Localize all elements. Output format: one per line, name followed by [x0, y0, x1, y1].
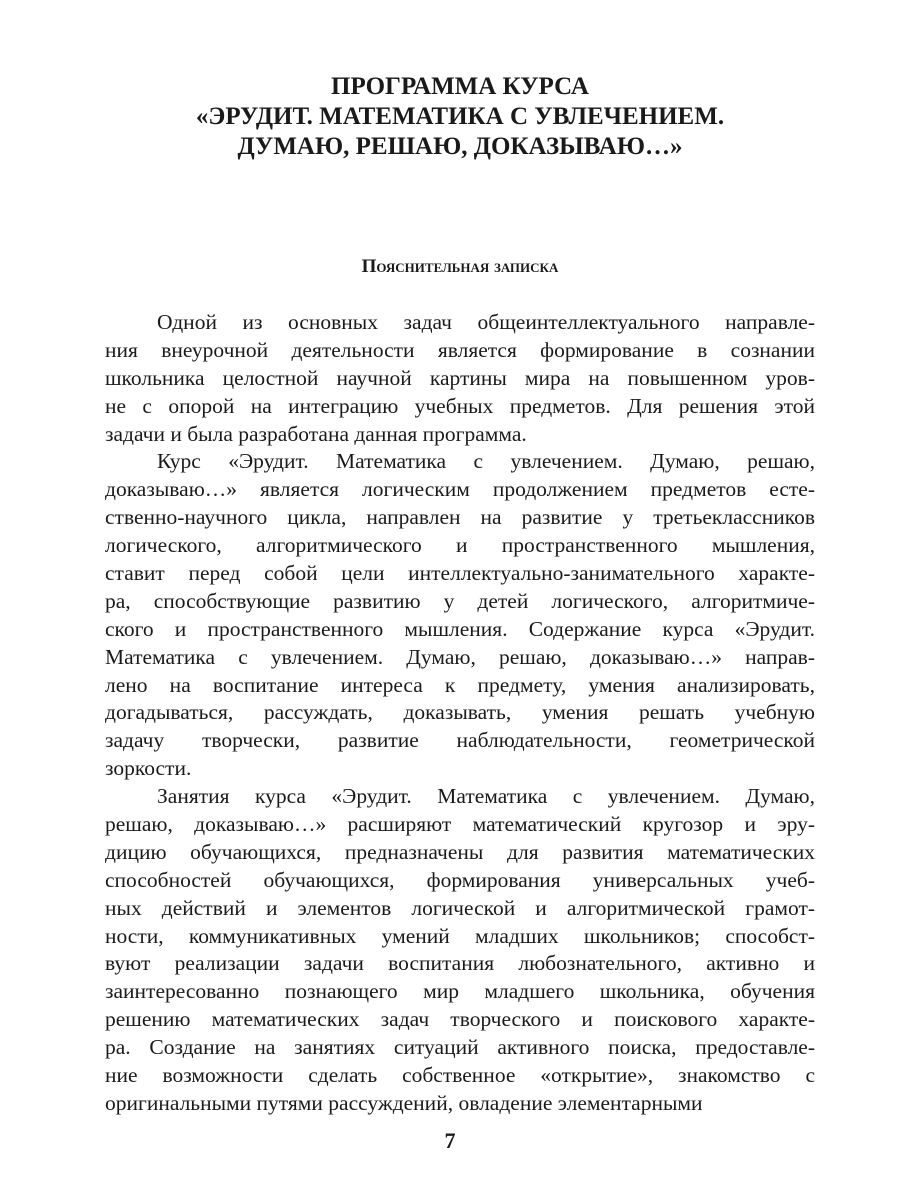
text-line: вуют реализации задачи воспитания любознательного, активно и — [105, 951, 815, 976]
title-line: ДУМАЮ, РЕШАЮ, ДОКАЗЫВАЮ…» — [237, 133, 683, 160]
text-line: ского и пространственного мышления. Содержание курса «Эрудит. — [105, 616, 815, 641]
text-line: доказываю…» является логическим продолжением предметов есте- — [105, 477, 815, 502]
text-line: зоркости. — [105, 756, 192, 781]
text-line: логического, алгоритмического и пространственного мышления, — [105, 533, 815, 558]
text-line: Занятия курса «Эрудит. Математика с увлечением. Думаю, — [157, 784, 815, 809]
page-number: 7 — [444, 1128, 456, 1153]
section-heading: Пояснительная записка — [361, 256, 559, 277]
text-line: ра. Создание на занятиях ситуаций активного поиска, предоставле- — [105, 1035, 815, 1060]
text-line: ра, способствующие развитию у детей логического, алгоритмиче- — [105, 588, 815, 613]
text-line: лено на воспитание интереса к предмету, умения анализировать, — [105, 672, 815, 697]
text-line: не с опорой на интеграцию учебных предметов. Для решения этой — [105, 393, 815, 418]
text-line: решаю, доказываю…» расширяют математический кругозор и эру- — [105, 812, 815, 837]
page-title — [100, 72, 820, 162]
text-line: дицию обучающихся, предназначены для развития математических — [105, 839, 815, 864]
text-line: заинтересованно познающего мир младшего школьника, обучения — [105, 979, 815, 1004]
text-line: оригинальными путями рассуждений, овладение элементарными — [105, 1090, 703, 1115]
text-line: Курс «Эрудит. Математика с увлечением. Думаю, решаю, — [157, 449, 815, 474]
title-line: «ЭРУДИТ. МАТЕМАТИКА С УВЛЕЧЕНИЕМ. — [195, 103, 725, 130]
text-line: задачи и была разработана данная программа. — [105, 421, 527, 446]
text-line: способностей обучающихся, формирования универсальных учеб- — [105, 867, 815, 892]
text-line: Математика с увлечением. Думаю, решаю, доказываю…» направ- — [105, 644, 815, 669]
text-line: Одной из основных задач общеинтеллектуального направле- — [157, 310, 815, 334]
text-line: ния внеурочной деятельности является формирование в сознании — [105, 337, 815, 362]
text-line: ние возможности сделать собственное «открытие», знакомство с — [105, 1063, 815, 1088]
text-line: ственно-научного цикла, направлен на развитие у третьеклассников — [105, 505, 815, 530]
text-line: ных действий и элементов логической и алгоритмической грамот- — [105, 895, 815, 920]
text-line: догадываться, рассуждать, доказывать, умения решать учебную — [105, 700, 815, 725]
text-line: ности, коммуникативных умений младших школьников; способст- — [105, 923, 815, 948]
text-line: школьника целостной научной картины мира на повышенном уров- — [105, 365, 815, 390]
text-line: задачу творчески, развитие наблюдательности, геометрической — [105, 728, 815, 753]
body-text — [105, 309, 815, 1118]
text-line: решению математических задач творческого и поискового характе- — [105, 1007, 815, 1032]
title-line: ПРОГРАММА КУРСА — [331, 73, 589, 100]
text-line: ставит перед собой цели интеллектуально-занимательного характе- — [105, 561, 815, 586]
